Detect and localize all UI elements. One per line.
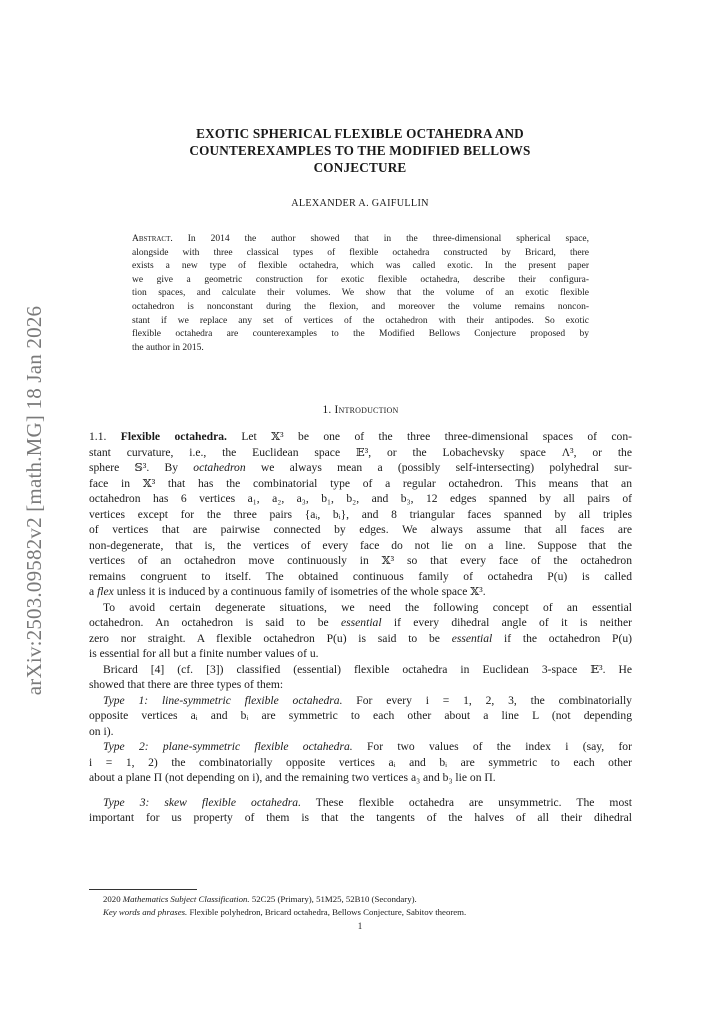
arxiv-identifier-stamp — [20, 300, 50, 700]
keywords-text: Flexible polyhedron, Bricard octahedra, Bellows Conjecture, Sabitov theorem. — [189, 907, 467, 917]
body-line: opposite vertices aᵢ and bᵢ are symmetric to each other about a line L (not depending — [89, 709, 632, 722]
body-line: non-degenerate, that is, the vertices of every face do not lie on a line. Suppose that the — [89, 538, 632, 552]
body-line: These flexible octahedra are unsymmetric. The most — [315, 795, 632, 809]
body-line: is essential for all but a finite number values of u. — [89, 647, 319, 660]
abstract-line: In 2014 the author showed that in the three-dimensional spherical space, — [187, 234, 590, 244]
body-line: vertices except for the three pairs {aᵢ, bᵢ}, and 8 triangular faces spanned by all triples — [89, 507, 632, 521]
title-line: COUNTEREXAMPLES TO THE MODIFIED BELLOWS — [189, 143, 531, 158]
type-label: Type 2: plane-symmetric flexible octahedra. — [103, 740, 353, 753]
body-text — [89, 429, 632, 826]
emphasis: flex — [97, 585, 114, 598]
section-title: Introduction — [334, 404, 399, 416]
body-line: showed that there are three types of them: — [89, 678, 284, 691]
subsection-number: 1.1. — [89, 430, 107, 443]
body-line: zero nor straight. A flexible octahedron P(u) is said to be — [89, 631, 440, 645]
footnotes — [89, 893, 632, 919]
body-line: a — [89, 585, 95, 598]
footnote-rule — [89, 889, 197, 890]
abstract-line: the author in 2015. — [132, 342, 204, 353]
body-line: i = 1, 2) the combinatorially opposite vertices aᵢ and bᵢ are symmetric to each other — [89, 755, 632, 769]
body-line: face in 𝕏³ that has the combinatorial type of a regular octahedron. This means that an — [89, 476, 632, 490]
body-line: octahedron has 6 vertices a₁, a₂, a₃, b₁, b₂, and b₃, 12 edges spanned by all pairs of — [89, 492, 632, 505]
title-line: CONJECTURE — [313, 160, 407, 175]
body-line: about a plane Π (not depending on i), and the remaining two vertices a₃ and b₃ lie on Π. — [89, 771, 496, 784]
section-number: 1. — [322, 404, 332, 416]
arxiv-id: arXiv:2503.09582v2 [math.MG] 18 Jan 2026 — [22, 305, 47, 695]
body-line: Let 𝕏³ be one of the three three-dimensional spaces of con- — [241, 430, 632, 443]
emphasis: essential — [451, 631, 493, 645]
emphasis: essential — [340, 616, 382, 629]
body-line: To avoid certain degenerate situations, we need the following concept of an essential — [103, 600, 632, 614]
paper-title — [120, 125, 600, 176]
title-line: EXOTIC SPHERICAL FLEXIBLE OCTAHEDRA AND — [196, 126, 524, 141]
author-name: ALEXANDER A. GAIFULLIN — [291, 198, 429, 209]
body-line: of vertices that are pairwise connected by edges. We always assume that all faces are — [89, 523, 632, 536]
keywords-label: Key words and phrases. — [103, 907, 188, 917]
abstract-line: flexible octahedra are counterexamples to the Modified Bellows Conjecture proposed by — [132, 329, 589, 340]
abstract-label: Abstract. — [132, 234, 173, 244]
type-label: Type 1: line-symmetric flexible octahedra. — [103, 693, 343, 707]
section-heading — [90, 404, 631, 416]
msc-text: 52C25 (Primary), 51M25, 52B10 (Secondary). — [251, 894, 417, 904]
body-line: unless it is induced by a continuous family of isometries of the whole space 𝕏³. — [116, 585, 486, 598]
page-number: 1 — [357, 921, 363, 931]
abstract-line: we give a geometric construction for exotic flexible octahedra, describe their configura- — [132, 274, 589, 285]
body-line: For every i = 1, 2, 3, the combinatorially — [356, 693, 632, 707]
abstract-line: stant if we replace any set of vertices of the octahedron with their antipodes. So exotic — [132, 315, 589, 326]
msc-label: Mathematics Subject Classification. — [122, 894, 250, 904]
abstract-line: tion spaces, and calculate their volumes. We show that the volume of an exotic flexible — [132, 288, 589, 299]
body-line: if the octahedron P(u) — [504, 631, 633, 645]
subsection-title: Flexible octahedra. — [120, 430, 227, 443]
abstract-line: exists a new type of flexible octahedra, which was called exotic. In the present paper — [132, 261, 589, 272]
abstract-line: octahedron is nonconstant during the flexion, and moreover the volume remains noncon- — [132, 301, 589, 312]
body-line: important for us property of them is that the tangents of the halves of all their dihedral — [89, 811, 632, 824]
abstract-line: alongside with three classical types of flexible octahedra constructed by Bricard, there — [132, 247, 589, 258]
body-line: on i). — [89, 724, 114, 738]
emphasis: octahedron — [193, 461, 246, 474]
abstract — [132, 233, 589, 355]
body-line: remains congruent to itself. The obtained continuous family of octahedra P(u) is called — [89, 569, 632, 583]
type-label: Type 3: skew flexible octahedra. — [103, 795, 301, 809]
body-line: For two values of the index i (say, for — [366, 740, 632, 753]
body-line: stant curvature, i.e., the Euclidean space 𝔼³, or the Lobachevsky space Λ³, or the — [89, 445, 632, 459]
body-line: Bricard [4] (cf. [3]) classified (essential) flexible octahedra in Euclidean 3-space 𝔼³. He — [103, 662, 632, 676]
body-line: sphere 𝕊³. By — [89, 461, 179, 474]
body-line: vertices of an octahedron move continuously in 𝕏³ so that every face of the octahedron — [89, 554, 632, 567]
body-line: if every dihedral angle of it is neither — [393, 616, 632, 629]
body-line: octahedron. An octahedron is said to be — [89, 616, 329, 629]
msc-year: 2020 — [103, 894, 121, 904]
body-line: we always mean a (possibly self-intersecting) polyhedral sur- — [260, 461, 632, 474]
